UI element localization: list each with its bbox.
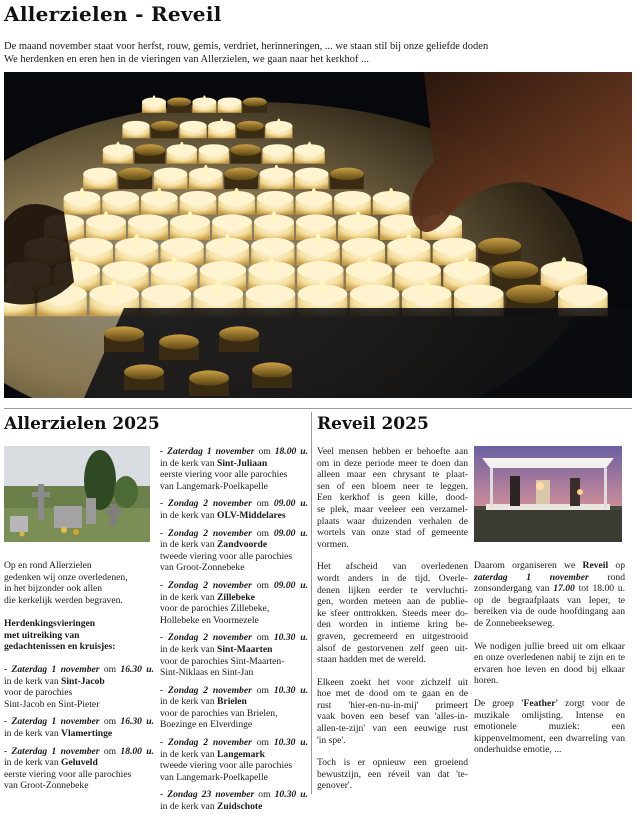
candle-top <box>135 144 165 156</box>
candle-top <box>252 362 292 377</box>
service-entry <box>4 664 154 710</box>
church-prefix: in de kerk van <box>4 727 59 739</box>
service-description: Hollebeke en Voormezele <box>160 614 259 626</box>
service-time: 18.00 u. <box>120 745 155 757</box>
reveil-line: Het afscheid van overledenen <box>317 561 468 573</box>
service-church-line <box>160 539 308 551</box>
church-prefix: in de kerk van <box>160 748 215 760</box>
reveil-line: vormen. <box>317 538 349 550</box>
service-om: om <box>103 716 117 728</box>
cemetery-photo <box>4 446 150 542</box>
candle-flame <box>204 165 208 175</box>
service-date-line <box>160 580 308 592</box>
right-services-list <box>160 446 308 819</box>
service-description: eerste viering voor alle parochies <box>160 469 288 481</box>
service-church-line <box>160 510 308 522</box>
church-prefix: in de kerk van <box>160 539 215 551</box>
service-date: - Zondag 2 november <box>160 498 252 510</box>
church-prefix: in de kerk van <box>4 675 59 687</box>
candle-flame <box>153 95 156 102</box>
candle-flame <box>111 280 117 295</box>
reveil-line: vaak boven een besef van 'alles-in- <box>317 711 468 723</box>
candle-top <box>297 261 343 279</box>
service-church-line <box>160 458 308 470</box>
reveil-paragraph-welcome: We nodigen jullie breed uit om elkaar en onze overledenen nabij te zijn en te ervaren hoe leven en dood bij elkaar horen. <box>474 640 625 687</box>
reveil-line: wordt anders in de tijd. Overle- <box>317 572 468 584</box>
reveil-column-2 <box>474 560 625 756</box>
candle-top <box>124 364 164 379</box>
candle-top <box>350 285 400 304</box>
candle-flame <box>116 142 120 151</box>
candle-flame <box>272 211 277 223</box>
services-heading <box>4 618 154 653</box>
service-date-line <box>4 664 154 676</box>
candle-top <box>154 168 188 181</box>
candle-flame <box>220 119 223 127</box>
reveil-paragraph <box>317 757 468 792</box>
intro-line-2: We herdenken en eren hen in de vieringen van Allerzielen, we gaan naar het kerkhof ... <box>4 54 370 65</box>
candle-flame <box>316 234 321 247</box>
service-entry <box>160 632 308 678</box>
service-time: 09.00 u. <box>273 498 308 510</box>
service-time: 10.30 u. <box>274 789 308 801</box>
church-name: Zuidschote <box>217 801 263 813</box>
text-run: op <box>615 560 625 571</box>
service-date: - Zondag 2 november <box>160 527 252 539</box>
candle-top <box>506 285 556 304</box>
reveil-line: rust 'hier-en-nu-in-mij' primeert <box>317 699 468 711</box>
service-description: tweede viering voor alle parochies <box>160 550 293 562</box>
church-name: Zillebeke <box>217 591 255 603</box>
service-date: - Zaterdag 1 november <box>160 446 255 457</box>
reveil-line: genover'. <box>317 780 353 792</box>
candle-top <box>128 214 168 229</box>
section-divider <box>4 408 632 409</box>
reveil-line: alleen maar een chrysant te plaat- <box>317 469 468 481</box>
reveil-line: Elkeen zoekt het voor zichzelf uit <box>317 676 468 688</box>
reveil-column-1 <box>317 446 468 803</box>
service-om: om <box>256 498 269 510</box>
service-description: Boezinge en Elverdinge <box>160 719 253 731</box>
candle-flame <box>234 188 238 199</box>
allerzielen-intro <box>4 560 154 606</box>
service-om: om <box>103 664 117 675</box>
candle-top <box>478 238 521 254</box>
reveil-paragraph <box>317 677 468 747</box>
church-name: Brielen <box>217 696 247 708</box>
text-run: De groep <box>474 697 514 709</box>
candle-flame <box>277 119 280 127</box>
candle-top <box>395 261 441 279</box>
reveil-concert-photo <box>474 446 622 542</box>
intro-line: gedenken wij onze overledenen, <box>4 571 128 583</box>
service-date: - Zondag 23 november <box>160 789 255 801</box>
candle-top <box>218 97 242 106</box>
service-description: voor de parochies Sint-Maarten- <box>160 655 285 667</box>
service-date-line <box>4 746 154 758</box>
reveil-line: alsof de gestorvenen zelf geen uit- <box>317 642 468 654</box>
candle-flame <box>356 211 361 223</box>
candle-top <box>492 261 538 279</box>
candle-top <box>70 238 113 254</box>
services-heading-line: gedachtenissen en kruisjes: <box>4 641 116 653</box>
reveil-line: bewustzijn, een réveil van dat 'te- <box>317 768 468 780</box>
services-heading-line: Herdenkingsvieringen <box>4 618 96 629</box>
reveil-date: zaterdag 1 november <box>474 571 589 583</box>
candle-top <box>251 238 294 254</box>
service-date-line <box>160 528 308 540</box>
church-name: Vlamertinge <box>61 727 113 739</box>
service-entry <box>4 746 154 792</box>
church-prefix: in de kerk van <box>160 457 215 469</box>
text-run: Daarom organiseren we <box>474 560 576 571</box>
service-description: voor de parochies <box>4 687 73 699</box>
service-description: voor de parochies Zillebeke, <box>160 603 270 615</box>
candle-top <box>246 285 296 304</box>
service-date-line <box>160 737 308 749</box>
service-time: 16.30 u. <box>120 664 155 675</box>
service-date-line <box>160 632 308 644</box>
service-date-line <box>160 446 308 458</box>
service-time: 10.30 u. <box>273 737 308 749</box>
service-om: om <box>256 579 269 591</box>
candle-flame <box>366 257 372 271</box>
reveil-line: Toch is er opnieuw een groeiend <box>317 757 468 769</box>
service-description: Sint-Jacob en Sint-Pieter <box>4 698 100 710</box>
reveil-line: allen-te-zijn' van een eeuwige rust <box>317 723 468 735</box>
service-date: - Zondag 2 november <box>160 579 252 591</box>
candle-top <box>558 285 608 304</box>
reveil-line: den worden in intieme kring be- <box>317 619 468 631</box>
service-om: om <box>256 684 269 696</box>
candle-top <box>219 326 259 341</box>
candle-top <box>334 191 371 205</box>
church-name: Geluveld <box>61 757 98 769</box>
candle-top <box>102 261 148 279</box>
candle-top <box>159 334 199 349</box>
service-description: tweede viering voor alle parochies <box>160 760 293 772</box>
reveil-line: om in deze periode meer te doen dan <box>317 457 468 469</box>
reveil-heading: Reveil 2025 <box>317 414 429 434</box>
service-description: Sint-Niklaas en Sint-Jan <box>160 667 254 679</box>
candle-flame <box>157 188 161 199</box>
service-church-line <box>160 801 308 813</box>
church-name: OLV-Middelares <box>217 509 286 521</box>
candle-flame <box>424 280 430 295</box>
candle-flame <box>308 142 312 151</box>
candle-top <box>189 370 229 385</box>
candle-top <box>102 191 139 205</box>
service-om: om <box>256 737 269 749</box>
group-name: 'Feather' <box>520 697 559 709</box>
candle-top <box>118 168 152 181</box>
reveil-line: Veel mensen hebben er behoefte aan <box>317 446 468 457</box>
candle-top <box>433 238 476 254</box>
church-prefix: in de kerk van <box>4 757 59 769</box>
candle-flame <box>171 257 177 271</box>
church-prefix: in de kerk van <box>160 801 215 813</box>
service-church-line <box>160 644 308 656</box>
service-description: eerste viering voor alle parochies <box>4 768 132 780</box>
candle-flame <box>188 211 193 223</box>
reveil-line: ke sfeer onttrokken. Steeds meer do- <box>317 607 468 619</box>
candle-top <box>296 214 336 229</box>
service-date: - Zondag 2 november <box>160 632 252 644</box>
reveil-paragraph <box>317 446 468 550</box>
left-services-list <box>4 664 154 798</box>
reveil-line: 'in spe'. <box>317 734 346 746</box>
candles-photo <box>4 72 632 398</box>
text-run: tot 18.00 u. op de begraafplaats van Ieper, te bereiken via de oude hoofdingang aan de Zonnebeekseweg. <box>474 583 625 629</box>
service-description: voor de parochies van Brielen, <box>160 707 278 719</box>
church-prefix: in de kerk van <box>160 591 215 603</box>
service-entry <box>160 789 308 812</box>
reveil-paragraph-music <box>474 698 625 756</box>
candle-top <box>230 144 260 156</box>
reveil-line: denen lijken eerder te vervluchti- <box>317 584 468 596</box>
church-name: Sint-Maarten <box>217 643 273 655</box>
candle-flame <box>225 234 230 247</box>
service-date-line <box>160 498 308 510</box>
service-church-line <box>4 676 154 688</box>
church-prefix: in de kerk van <box>160 509 215 521</box>
candle-top <box>83 168 117 181</box>
candle-flame <box>406 234 411 247</box>
service-date: - Zondag 2 november <box>160 684 252 696</box>
candle-top <box>454 285 504 304</box>
candle-top <box>224 168 258 181</box>
candle-flame <box>203 95 206 102</box>
candle-top <box>122 121 149 131</box>
reveil-paragraph <box>317 561 468 665</box>
reveil-line: sen of een bloem neer te leggen. <box>317 480 468 492</box>
text-run: zorgt voor de muzikale omlijsting. Intense en emotionele muziek: een kippenvelmoment, een dwarreling van onderhuidse emotie, ... <box>474 697 626 756</box>
reveil-line: Een kerkhof is geen kille, dood- <box>317 492 468 504</box>
service-church-line <box>4 728 154 740</box>
service-time: 10.30 u. <box>273 684 308 696</box>
candle-flame <box>464 257 470 271</box>
intro-line: in het bijzonder ook allen <box>4 583 103 595</box>
reveil-time: 17.00 <box>553 583 575 595</box>
service-entry <box>160 498 308 521</box>
service-church-line <box>4 757 154 769</box>
candle-top <box>199 144 229 156</box>
candle-top <box>160 238 203 254</box>
service-date: - Zondag 2 november <box>160 737 252 749</box>
service-entry <box>160 685 308 731</box>
candle-flame <box>561 257 567 271</box>
service-description: van Groot-Zonnebeke <box>160 562 245 574</box>
service-church-line <box>160 749 308 761</box>
service-church-line <box>160 592 308 604</box>
service-church-line <box>160 696 308 708</box>
candle-flame <box>389 188 393 199</box>
service-entry <box>160 580 308 626</box>
intro-line-1: De maand november staat voor herfst, rouw, gemis, verdriet, herinneringen, ... we staan stil bij onze geliefde doden <box>4 41 489 52</box>
service-description: van Groot-Zonnebeke <box>4 780 89 792</box>
service-om: om <box>256 527 269 539</box>
candle-top <box>151 121 178 131</box>
candle-top <box>330 168 364 181</box>
service-date: - Zaterdag 1 november <box>4 716 100 728</box>
church-name: Zandvoorde <box>217 539 268 551</box>
candle-flame <box>80 188 84 199</box>
reveil-line: se plek, maar veeleer een verzamel- <box>317 503 468 515</box>
service-date-line <box>160 685 308 697</box>
intro-line: Op en rond Allerzielen <box>4 560 92 571</box>
candle-top <box>141 285 191 304</box>
column-divider <box>311 412 312 794</box>
candle-top <box>180 191 217 205</box>
reveil-line: graven, gecremeerd en uitgestrooid <box>317 630 468 642</box>
service-time: 16.30 u. <box>120 716 155 728</box>
church-name: Langemark <box>217 748 265 760</box>
service-description: van Langemark-Poelkapelle <box>160 771 268 783</box>
church-prefix: in de kerk van <box>160 696 215 708</box>
reveil-word: Reveil <box>582 560 609 571</box>
candle-top <box>212 214 252 229</box>
service-entry <box>4 716 154 739</box>
service-time: 18.00 u. <box>274 446 308 457</box>
reveil-line: hoe met de dood om te gaan en de <box>317 688 468 700</box>
reveil-line: gen, worden meteen aan de publie- <box>317 596 468 608</box>
candle-top <box>104 326 144 341</box>
allerzielen-heading: Allerzielen 2025 <box>4 414 160 434</box>
church-name: Sint-Jacob <box>61 675 105 687</box>
service-time: 09.00 u. <box>273 579 308 591</box>
service-om: om <box>103 745 117 757</box>
spacer <box>474 687 625 698</box>
intro-text <box>4 40 632 66</box>
service-entry <box>160 737 308 783</box>
service-date: - Zaterdag 1 november <box>4 664 100 675</box>
candles-illustration <box>4 72 632 398</box>
page-title: Allerzielen - Reveil <box>4 2 222 26</box>
candle-top <box>237 121 264 131</box>
candle-flame <box>274 165 278 175</box>
candle-top <box>262 144 292 156</box>
candle-top <box>200 261 246 279</box>
candle-flame <box>180 142 184 151</box>
service-om: om <box>256 632 269 644</box>
service-time: 10.30 u. <box>273 632 308 644</box>
candle-top <box>342 238 385 254</box>
service-description: van Langemark-Poelkapelle <box>160 480 268 492</box>
candle-top <box>243 97 267 106</box>
service-entry <box>160 528 308 574</box>
candle-top <box>167 97 191 106</box>
reveil-line: plaats waar duizenden verhalen de <box>317 515 468 527</box>
candle-flame <box>269 257 275 271</box>
candle-flame <box>320 280 326 295</box>
candle-flame <box>74 257 80 271</box>
reveil-line: staan hadden met de wereld. <box>317 654 426 666</box>
candle-flame <box>134 234 139 247</box>
church-prefix: in de kerk van <box>160 643 215 655</box>
text-run: rond zonsondergang van <box>474 571 625 595</box>
candle-flame <box>215 280 221 295</box>
candle-flame <box>104 211 109 223</box>
candle-top <box>295 168 329 181</box>
church-name: Sint-Juliaan <box>217 457 268 469</box>
service-date: - Zaterdag 1 november <box>4 745 100 757</box>
candle-flame <box>312 188 316 199</box>
service-entry <box>160 446 308 492</box>
service-om: om <box>258 446 271 457</box>
reveil-line: wortels van onze stad of gemeente <box>317 527 468 539</box>
service-time: 09.00 u. <box>273 527 308 539</box>
reveil-paragraph-invitation <box>474 560 625 630</box>
intro-line: die kerkelijk werden begraven. <box>4 594 123 606</box>
services-heading-line: met uitreiking van <box>4 629 80 641</box>
candle-top <box>180 121 207 131</box>
service-date-line <box>160 789 308 801</box>
spacer <box>474 630 625 641</box>
candle-top <box>257 191 294 205</box>
service-date-line <box>4 716 154 728</box>
service-om: om <box>258 789 271 801</box>
